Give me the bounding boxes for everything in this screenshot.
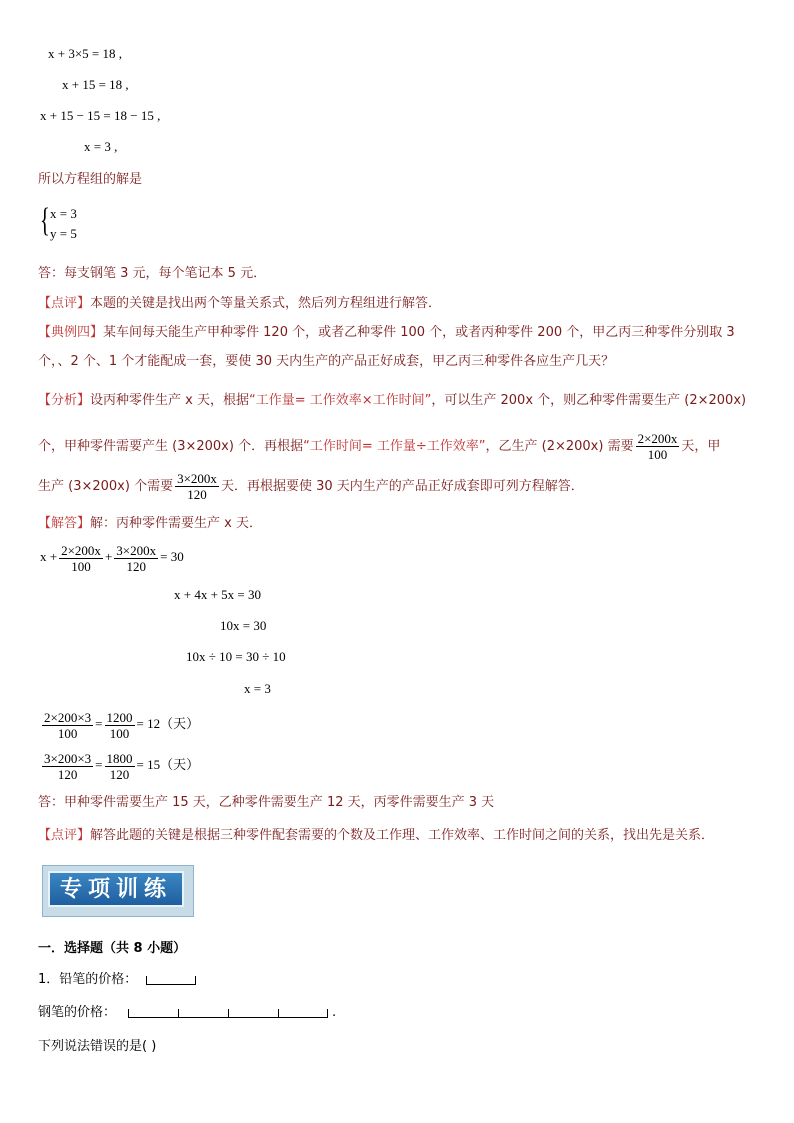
segment-tick <box>178 1009 179 1017</box>
brace-icon: { <box>40 202 50 239</box>
pencil-price-segment <box>146 976 196 985</box>
segment-tick <box>195 976 196 984</box>
calc-line-2: $\frac{3\times 200\times 3}{120}$ = $\frac{1800}{120}$ = 15（天） <box>44 750 200 782</box>
pencil-price-label: 1．铅笔的价格： <box>38 972 138 987</box>
analysis-line-2: 个，甲种零件需要产生 (3×200x) 个．再根据“工作时间= 工作量÷工作效率”，乙生产 (2×200x) 需要 $\frac{2\times 200x}{100}$ 天，甲 <box>38 431 721 462</box>
comment-1 <box>38 294 441 314</box>
example-tag: 【典例四】 <box>38 325 104 340</box>
fraction: $\frac{3\times 200\times 3}{120}$ <box>44 750 92 782</box>
analysis-quote-1: “工作量= 工作效率×工作时间” <box>248 393 432 408</box>
analysis-line-1: 【分析】设丙种零件生产 x 天，根据“工作量= 工作效率×工作时间”，可以生产 200x 个，则乙种零件需要生产 (2×200x) <box>38 393 747 408</box>
fraction: $\frac{2\times 200x}{100}$ <box>637 431 678 462</box>
example-4-line-2: 个，、2 个、1 个才能配成一套，要使 30 天内生产的产品正好成套，甲乙丙三种零件各应生产几天？ <box>38 354 615 369</box>
segment-tick <box>128 1009 129 1017</box>
solution-equation-5: x = 3 <box>244 681 271 696</box>
fraction: $\frac{2\times 200\times 3}{100}$ <box>44 709 92 741</box>
equation-line-2: x + 15 = 18 , <box>62 77 129 92</box>
calc-line-1: $\frac{2\times 200\times 3}{100}$ = $\frac{1200}{100}$ = 12（天） <box>44 709 200 741</box>
fraction: $\frac{1800}{120}$ <box>106 750 133 782</box>
segment-tick <box>278 1009 279 1017</box>
equation-system <box>40 204 100 248</box>
system-row-1: x = 3 <box>50 206 77 221</box>
equation-line-1: x + 3×5 = 18 , <box>48 46 122 61</box>
example-text-1: 某车间每天能生产甲种零件 120 个，或者乙种零件 100 个，或者丙种零件 200 个，甲乙丙三种零件分别取 3 <box>103 325 735 340</box>
comment-tag: 【点评】 <box>38 296 91 311</box>
pen-price-label: 钢笔的价格： <box>38 1005 117 1020</box>
equation-line-3: x + 15 − 15 = 18 − 15 , <box>40 108 161 123</box>
equation-line-4: x = 3 , <box>84 139 118 154</box>
pen-price-period: . <box>332 1005 337 1020</box>
section-banner <box>42 865 194 917</box>
banner-title: 专项训练 <box>48 871 184 907</box>
solution-equation-1: x + $\frac{2\times 200x}{100}$ + $\frac{3\times 200x}{120}$ = 30 <box>40 542 184 574</box>
fraction: $\frac{3\times 200x}{120}$ <box>177 471 217 502</box>
answer-1: 答：每支钢笔 3 元，每个笔记本 5 元． <box>38 266 267 281</box>
analysis-tag: 【分析】 <box>38 393 91 408</box>
segment-tick <box>146 976 147 984</box>
answer-2: 答：甲种零件需要生产 15 天，乙种零件需要生产 12 天，丙零件需要生产 3 天 <box>38 795 495 810</box>
comment-text: 解答此题的关键是根据三种零件配套需要的个数及工作理、工作效率、工作时间之间的关系，找出先是关系． <box>90 828 715 843</box>
analysis-line-3: 生产 (3×200x) 个需要 $\frac{3\times 200x}{120}$ 天．再根据要使 30 天内生产的产品正好成套即可列方程解答． <box>38 471 584 502</box>
fraction: $\frac{3\times 200x}{120}$ <box>116 542 157 574</box>
analysis-quote-2: “工作时间= 工作量÷工作效率” <box>303 439 486 454</box>
solution-equation-2: x + 4x + 5x = 30 <box>174 587 261 602</box>
segment-tick <box>228 1009 229 1017</box>
example-4-line-1 <box>38 323 735 343</box>
fraction: $\frac{1200}{100}$ <box>106 709 133 741</box>
segment-tick <box>327 1009 328 1017</box>
question-text: 下列说法错误的是( ) <box>38 1039 157 1054</box>
comment-text: 本题的关键是找出两个等量关系式，然后列方程组进行解答． <box>90 296 442 311</box>
solution-intro: 所以方程组的解是 <box>38 172 143 187</box>
solution-equation-3: 10x = 30 <box>220 618 267 633</box>
section-heading: 一．选择题（共 8 小题） <box>38 941 187 956</box>
comment-tag: 【点评】 <box>38 828 91 843</box>
comment-2 <box>38 826 714 846</box>
solution-tag: 【解答】 <box>38 516 91 531</box>
system-row-2: y = 5 <box>50 226 77 241</box>
solution-equation-4: 10x ÷ 10 = 30 ÷ 10 <box>186 649 286 664</box>
solution-heading: 【解答】解：丙种零件需要生产 x 天． <box>38 516 262 531</box>
fraction: $\frac{2\times 200x}{100}$ <box>61 542 101 574</box>
